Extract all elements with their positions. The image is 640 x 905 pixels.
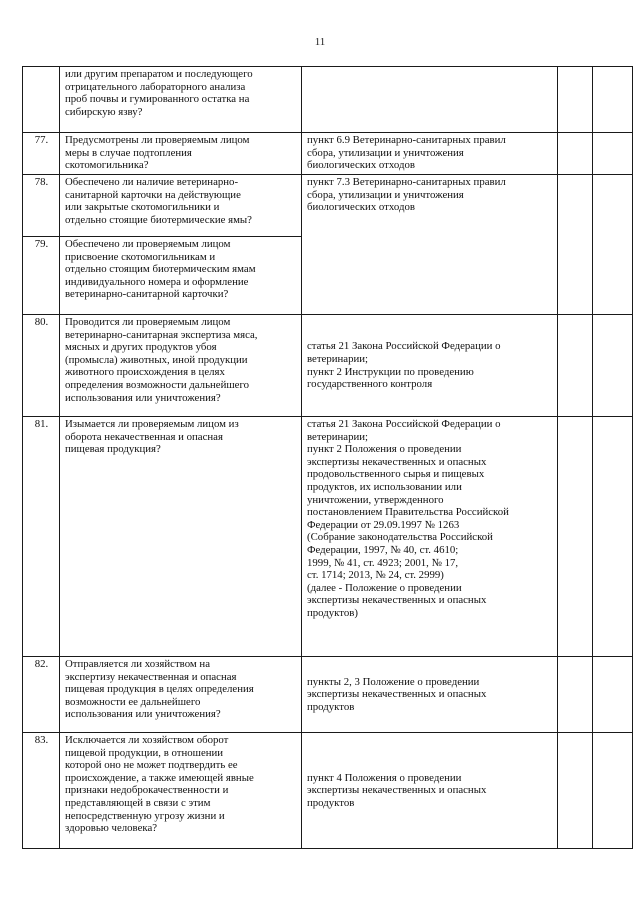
table-row (23, 657, 633, 733)
note-cell (593, 175, 633, 315)
question-cell: Обеспечено ли наличие ветеринарно- санитарной карточки на действующие или закрытые скотомогильники и отдельно стоящие биотермические ямы? (60, 175, 302, 237)
note-cell (593, 417, 633, 657)
question-cell: Исключается ли хозяйством оборот пищевой продукции, в отношении которой оно не может подтвердить ее происхождение, а также имеющей явные признаки недоброкачественности и представляющей в связи с этим непосредственную угрозу жизни и здоровью человека? (60, 733, 302, 849)
table-row (23, 733, 633, 849)
checklist-table (22, 66, 633, 849)
row-number: 80. (23, 315, 60, 417)
answer-cell (558, 175, 593, 315)
answer-cell (558, 315, 593, 417)
reference-cell: статья 21 Закона Российской Федерации о ветеринарии; пункт 2 Инструкции по проведению государственного контроля (302, 315, 558, 417)
row-number: 82. (23, 657, 60, 733)
note-cell (593, 67, 633, 133)
row-number: 79. (23, 237, 60, 315)
reference-cell: пункт 7.3 Ветеринарно-санитарных правил сбора, утилизации и уничтожения биологических отходов (302, 175, 558, 315)
row-number: 78. (23, 175, 60, 237)
table-row (23, 315, 633, 417)
question-cell: Изымается ли проверяемым лицом из оборота некачественная и опасная пищевая продукция? (60, 417, 302, 657)
reference-cell: статья 21 Закона Российской Федерации о ветеринарии; пункт 2 Положения о проведении экспертизы некачественных и опасных продовольственного сырья и пищевых продуктов, их использовании или уничтожении, утвержденного постановлением Правительства Российской Федерации от 29.09.1997 № 1263 (Собрание законодательства Российской Федерации, 1997, № 40, ст. 4610; 1999, № 41, ст. 4923; 2001, № 17, ст. 1714; 2013, № 24, ст. 2999) (далее - Положение о проведении экспертизы некачественных и опасных продуктов) (302, 417, 558, 657)
row-number (23, 67, 60, 133)
answer-cell (558, 657, 593, 733)
question-cell: Обеспечено ли проверяемым лицом присвоение скотомогильникам и отдельно стоящим биотермическим ямам индивидуального номера и оформление ветеринарно-санитарной карточки? (60, 237, 302, 315)
note-cell (593, 315, 633, 417)
row-number: 81. (23, 417, 60, 657)
note-cell (593, 133, 633, 175)
reference-cell: пункт 4 Положения о проведении экспертизы некачественных и опасных продуктов (302, 733, 558, 849)
table-row (23, 175, 633, 237)
answer-cell (558, 133, 593, 175)
note-cell (593, 733, 633, 849)
table-row (23, 417, 633, 657)
question-cell: или другим препаратом и последующего отрицательного лабораторного анализа проб почвы и гумированного остатка на сибирскую язву? (60, 67, 302, 133)
reference-cell: пункт 6.9 Ветеринарно-санитарных правил сбора, утилизации и уничтожения биологических отходов (302, 133, 558, 175)
question-cell: Проводится ли проверяемым лицом ветеринарно-санитарная экспертиза мяса, мясных и других продуктов убоя (промысла) животных, иной продукции животного происхождения в целях определения возможности дальнейшего использования или уничтожения? (60, 315, 302, 417)
question-cell: Отправляется ли хозяйством на экспертизу некачественная и опасная пищевая продукция в целях определения возможности ее дальнейшего использования или уничтожения? (60, 657, 302, 733)
answer-cell (558, 733, 593, 849)
question-cell: Предусмотрены ли проверяемым лицом меры в случае подтопления скотомогильника? (60, 133, 302, 175)
table-row (23, 67, 633, 133)
answer-cell (558, 67, 593, 133)
answer-cell (558, 417, 593, 657)
reference-cell: пункты 2, 3 Положение о проведении экспертизы некачественных и опасных продуктов (302, 657, 558, 733)
reference-cell (302, 67, 558, 133)
note-cell (593, 657, 633, 733)
page-number: 11 (314, 36, 326, 48)
table-row (23, 133, 633, 175)
row-number: 77. (23, 133, 60, 175)
row-number: 83. (23, 733, 60, 849)
